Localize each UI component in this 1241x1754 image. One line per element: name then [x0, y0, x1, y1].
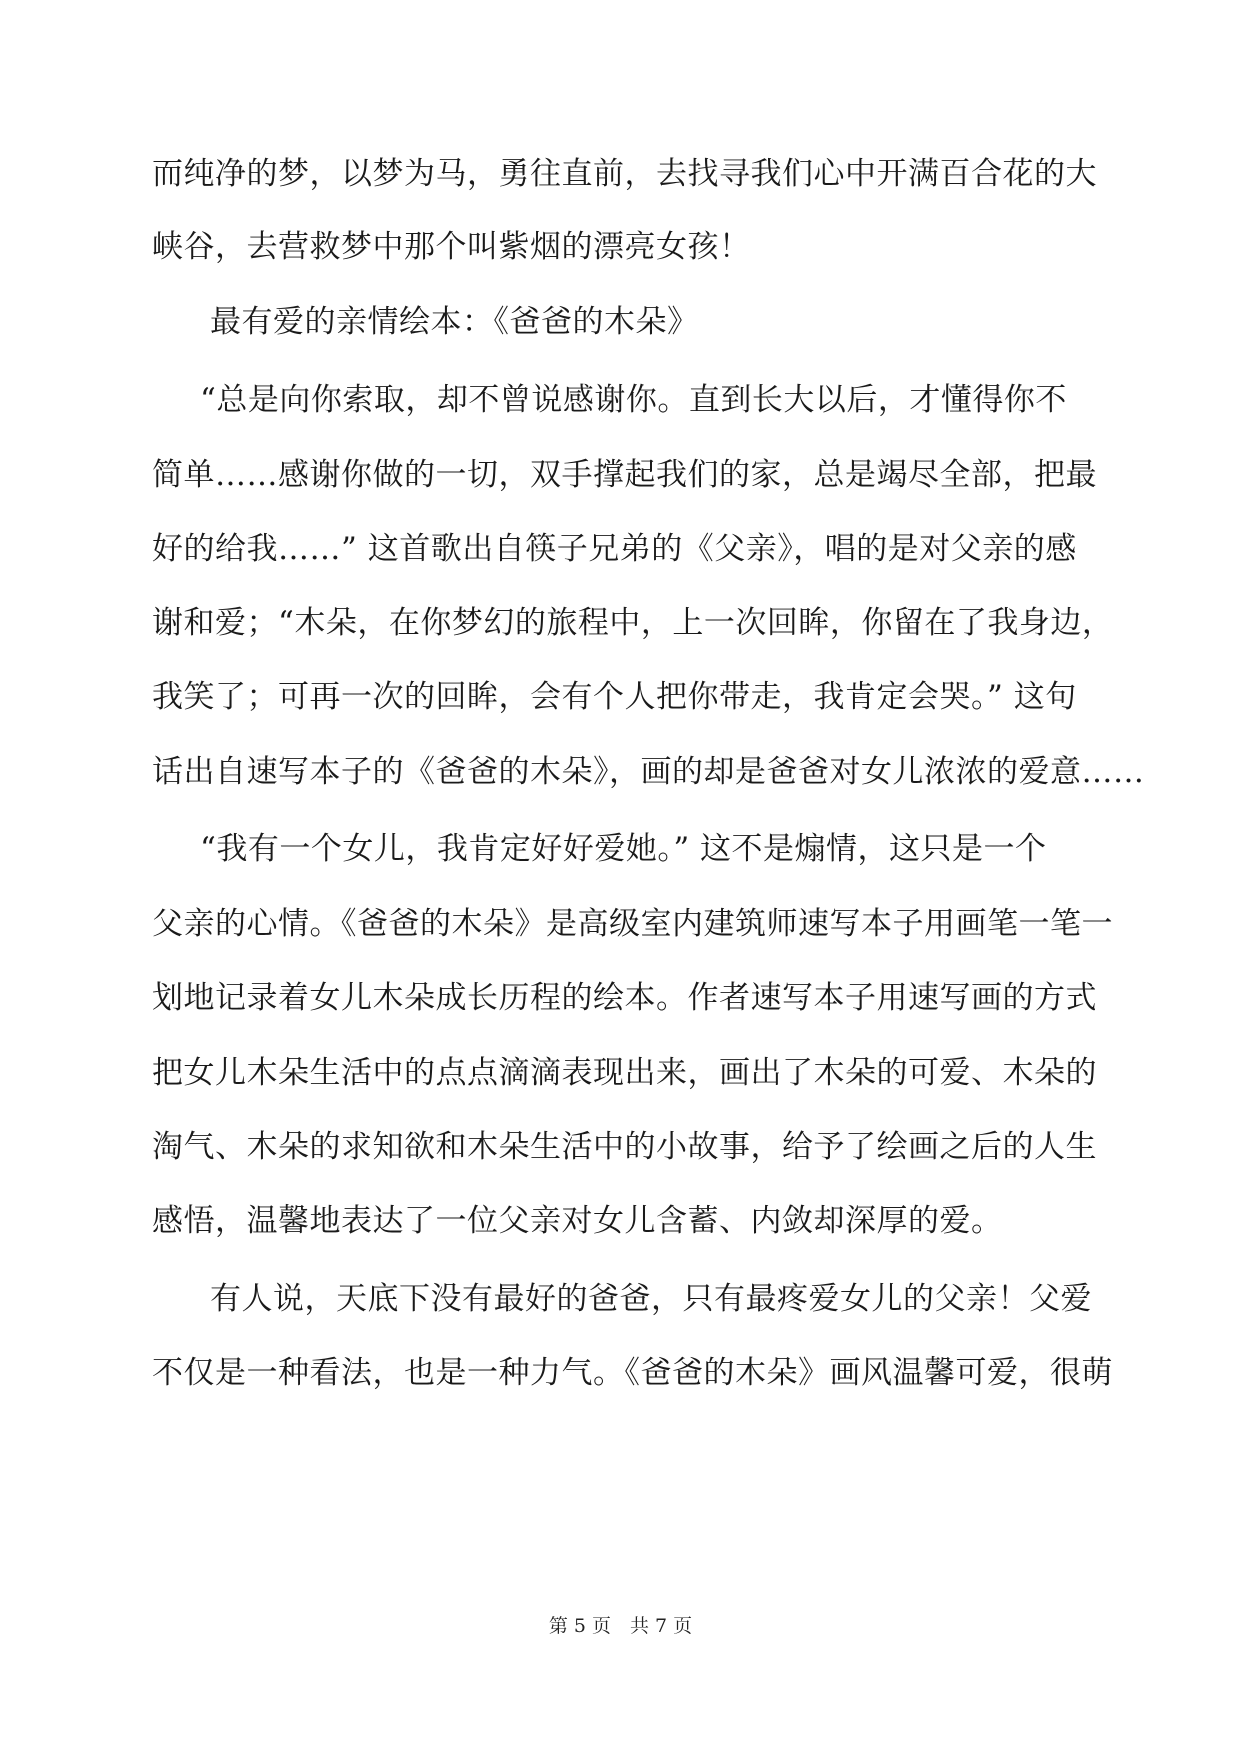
body-line: 谢和爱；“木朵，在你梦幻的旅程中，上一次回眸，你留在了我身边， [152, 605, 1114, 641]
body-line: 不仅是一种看法，也是一种力气。《爸爸的木朵》画风温馨可爱，很萌 [152, 1355, 1113, 1391]
page-number: 第 5 页 共 7 页 [548, 1615, 693, 1637]
body-line: 好的给我……” 这首歌出自筷子兄弟的《父亲》，唱的是对父亲的感 [152, 531, 1077, 567]
section-heading: 最有爱的亲情绘本：《爸爸的木朵》 [210, 304, 699, 340]
body-line: 划地记录着女儿木朵成长历程的绘本。作者速写本子用速写画的方式 [152, 980, 1097, 1016]
body-line: 简单……感谢你做的一切，双手撑起我们的家，总是竭尽全部，把最 [152, 457, 1097, 493]
body-line: 我笑了；可再一次的回眸，会有个人把你带走，我肯定会哭。” 这句 [152, 679, 1077, 715]
body-line: 而纯净的梦，以梦为马，勇往直前，去找寻我们心中开满百合花的大 [152, 156, 1097, 192]
body-line: “我有一个女儿，我肯定好好爱她。” 这不是煽情，这只是一个 [200, 831, 1047, 867]
body-line: 峡谷，去营救梦中那个叫紫烟的漂亮女孩！ [152, 229, 751, 265]
body-line: “总是向你索取，却不曾说感谢你。直到长大以后，才懂得你不 [200, 382, 1067, 418]
body-line: 有人说，天底下没有最好的爸爸，只有最疼爱女儿的父亲！父爱 [210, 1281, 1092, 1317]
body-line: 淘气、木朵的求知欲和木朵生活中的小故事，给予了绘画之后的人生 [152, 1129, 1097, 1165]
page-footer [0, 1613, 1241, 1639]
body-line: 父亲的心情。《爸爸的木朵》是高级室内建筑师速写本子用画笔一笔一 [152, 906, 1113, 942]
body-line: 感悟，温馨地表达了一位父亲对女儿含蓄、内敛却深厚的爱。 [152, 1203, 1003, 1239]
body-line: 把女儿木朵生活中的点点滴滴表现出来，画出了木朵的可爱、木朵的 [152, 1055, 1097, 1091]
body-line: 话出自速写本子的《爸爸的木朵》，画的却是爸爸对女儿浓浓的爱意…… [152, 754, 1145, 790]
